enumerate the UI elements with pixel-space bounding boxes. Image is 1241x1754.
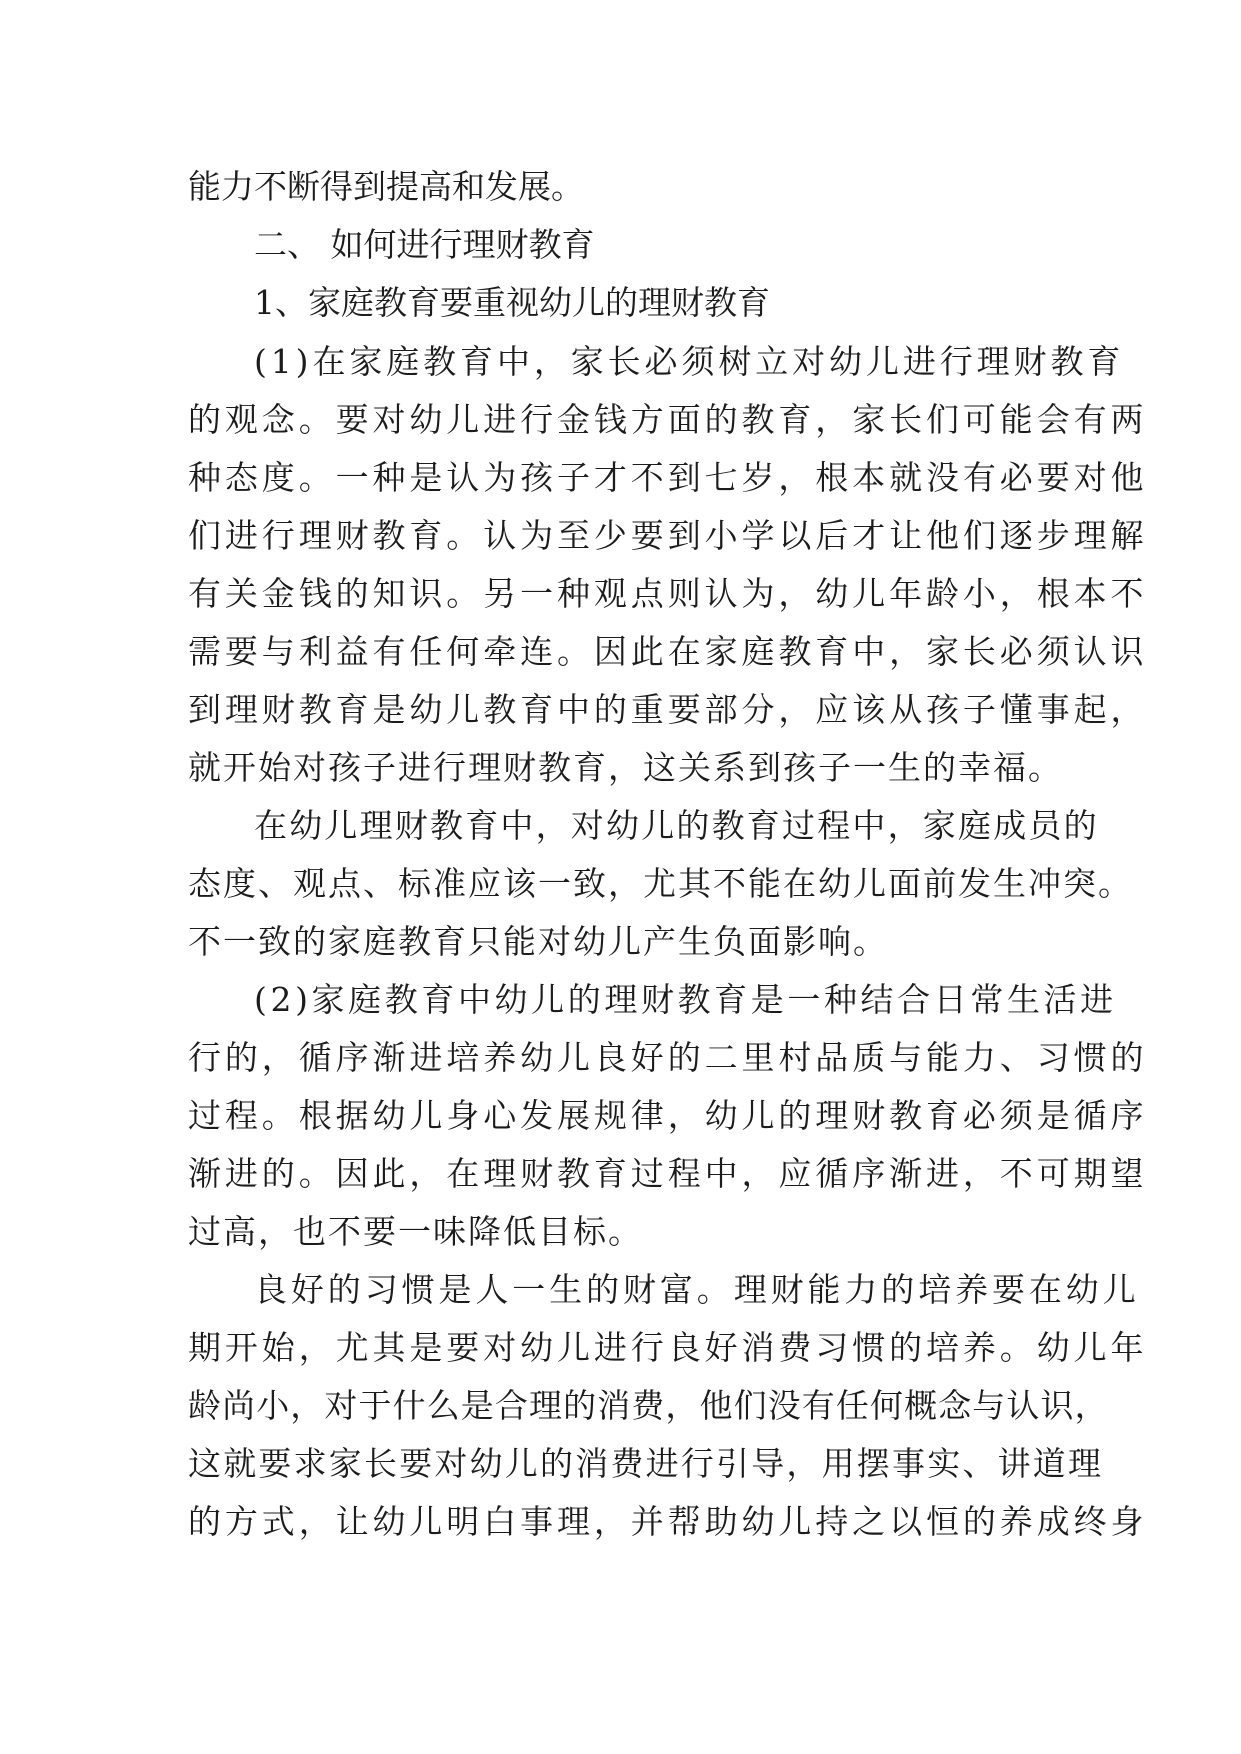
text-line: 过程。根据幼儿身心发展规律，幼儿的理财教育必须是循序 [188,1096,1148,1135]
text-line: 这就要求家长要对幼儿的消费进行引导，用摆事实、讲道理 [188,1444,1104,1483]
text-line: 种态度。一种是认为孩子才不到七岁，根本就没有必要对他 [188,458,1148,497]
text-line: 龄尚小，对于什么是合理的消费，他们没有任何概念与认识， [188,1386,1109,1425]
text-line: 态度、观点、标准应该一致，尤其不能在幼儿面前发生冲突。 [188,864,1133,903]
section-heading: 二、 如何进行理财教育 [254,225,595,264]
text-line: 良好的习惯是人一生的财富。理财能力的培养要在幼儿 [254,1270,1140,1309]
text-line: 的观念。要对幼儿进行金钱方面的教育，家长们可能会有两 [188,400,1148,439]
text-line: 能力不断得到提高和发展。 [188,167,584,206]
text-line: 渐进的。因此，在理财教育过程中，应循序渐进，不可期望 [188,1154,1148,1193]
text-line: (1)在家庭教育中，家长必须树立对幼儿进行理财教育 [254,342,1125,381]
text-line: (2)家庭教育中幼儿的理财教育是一种结合日常生活进 [254,980,1117,1019]
text-line: 需要与利益有任何牵连。因此在家庭教育中，家长必须认识 [188,632,1148,671]
text-line: 的方式，让幼儿明白事理，并帮助幼儿持之以恒的养成终身 [188,1502,1148,1541]
text-line: 不一致的家庭教育只能对幼儿产生负面影响。 [188,922,888,961]
text-line: 就开始对孩子进行理财教育，这关系到孩子一生的幸福。 [188,748,1063,787]
subsection-heading: 1、家庭教育要重视幼儿的理财教育 [254,283,770,322]
text-line: 行的，循序渐进培养幼儿良好的二里村品质与能力、习惯的 [188,1038,1148,1077]
document-body [188,0,1148,1754]
text-line: 过高，也不要一味降低目标。 [188,1212,643,1251]
text-line: 期开始，尤其是要对幼儿进行良好消费习惯的培养。幼儿年 [188,1328,1148,1367]
text-line: 在幼儿理财教育中，对幼儿的教育过程中，家庭成员的 [254,806,1099,845]
text-line: 有关金钱的知识。另一种观点则认为，幼儿年龄小，根本不 [188,574,1148,613]
text-line: 们进行理财教育。认为至少要到小学以后才让他们逐步理解 [188,516,1148,555]
text-line: 到理财教育是幼儿教育中的重要部分，应该从孩子懂事起， [188,690,1148,729]
